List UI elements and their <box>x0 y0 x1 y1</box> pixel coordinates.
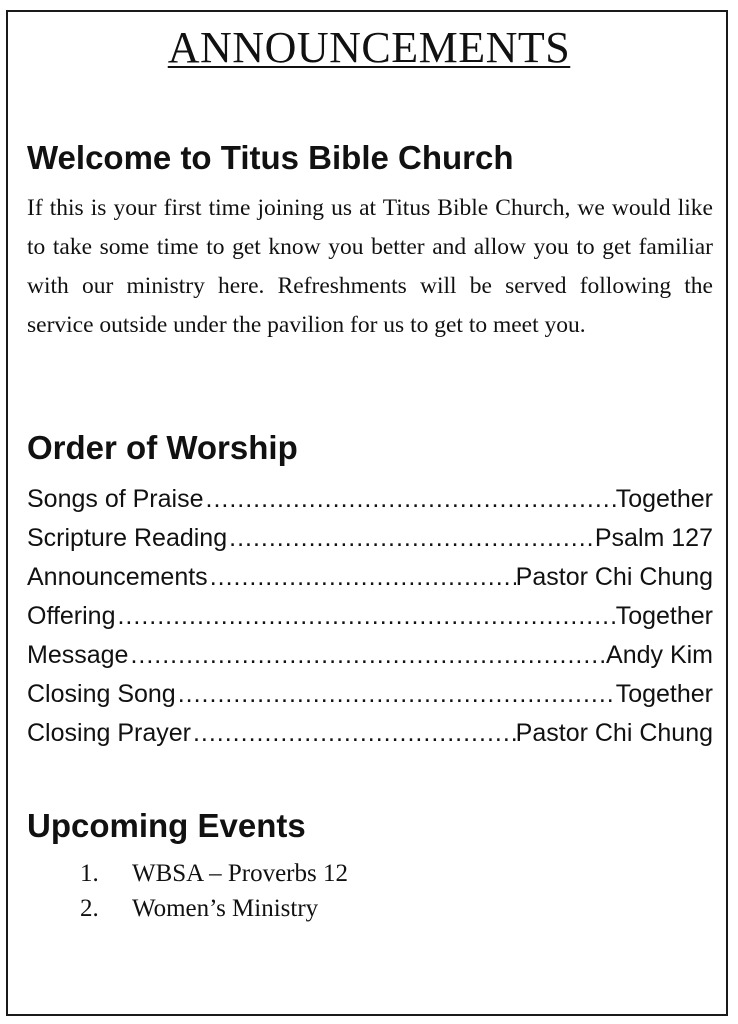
order-leader-name: Pastor Chi Chung <box>515 719 713 747</box>
order-item: Offering <box>27 602 116 630</box>
dot-leader <box>191 714 516 753</box>
page-title <box>0 22 738 74</box>
dot-leader <box>227 519 595 558</box>
event-item <box>80 856 348 891</box>
event-label: WBSA – Proverbs 12 <box>132 860 348 887</box>
welcome-paragraph: If this is your first time joining us at Titus Bible Church, we would like to take some time to get know you better and allow you to get familiar with our ministry here. Refreshments will be served following the service outside under the pavilion for us to get to meet you. <box>27 195 713 338</box>
order-leader-name: Pastor Chi Chung <box>515 563 713 591</box>
dot-leader <box>176 675 616 714</box>
order-item: Songs of Praise <box>27 485 204 513</box>
order-leader-name: Andy Kim <box>606 641 713 669</box>
event-item <box>80 891 348 926</box>
order-item: Closing Song <box>27 680 176 708</box>
order-row-closing-song <box>27 675 713 714</box>
event-label: Women’s Ministry <box>132 895 319 922</box>
dot-leader <box>128 636 606 675</box>
order-row-songs-of-praise <box>27 480 713 519</box>
order-leader-name: Together <box>615 485 713 513</box>
order-row-scripture-reading <box>27 519 713 558</box>
order-row-message <box>27 636 713 675</box>
welcome-heading: Welcome to Titus Bible Church <box>27 139 514 176</box>
order-leader-name: Psalm 127 <box>594 524 713 552</box>
order-leader-name: Together <box>615 680 713 708</box>
order-of-worship-list <box>27 480 713 753</box>
event-number: 1. <box>80 860 99 887</box>
order-item: Announcements <box>27 563 208 591</box>
event-number: 2. <box>80 895 99 922</box>
upcoming-events-heading: Upcoming Events <box>27 807 306 844</box>
order-item: Scripture Reading <box>27 524 228 552</box>
dot-leader <box>204 480 616 519</box>
dot-leader <box>115 597 615 636</box>
order-item: Message <box>27 641 129 669</box>
page-title-text: ANNOUNCEMENTS <box>167 23 571 72</box>
order-item: Closing Prayer <box>27 719 191 747</box>
order-row-announcements <box>27 558 713 597</box>
order-of-worship-heading: Order of Worship <box>27 429 298 466</box>
order-leader-name: Together <box>615 602 713 630</box>
upcoming-events-list <box>80 856 348 926</box>
order-row-closing-prayer <box>27 714 713 753</box>
dot-leader <box>208 558 516 597</box>
order-row-offering <box>27 597 713 636</box>
